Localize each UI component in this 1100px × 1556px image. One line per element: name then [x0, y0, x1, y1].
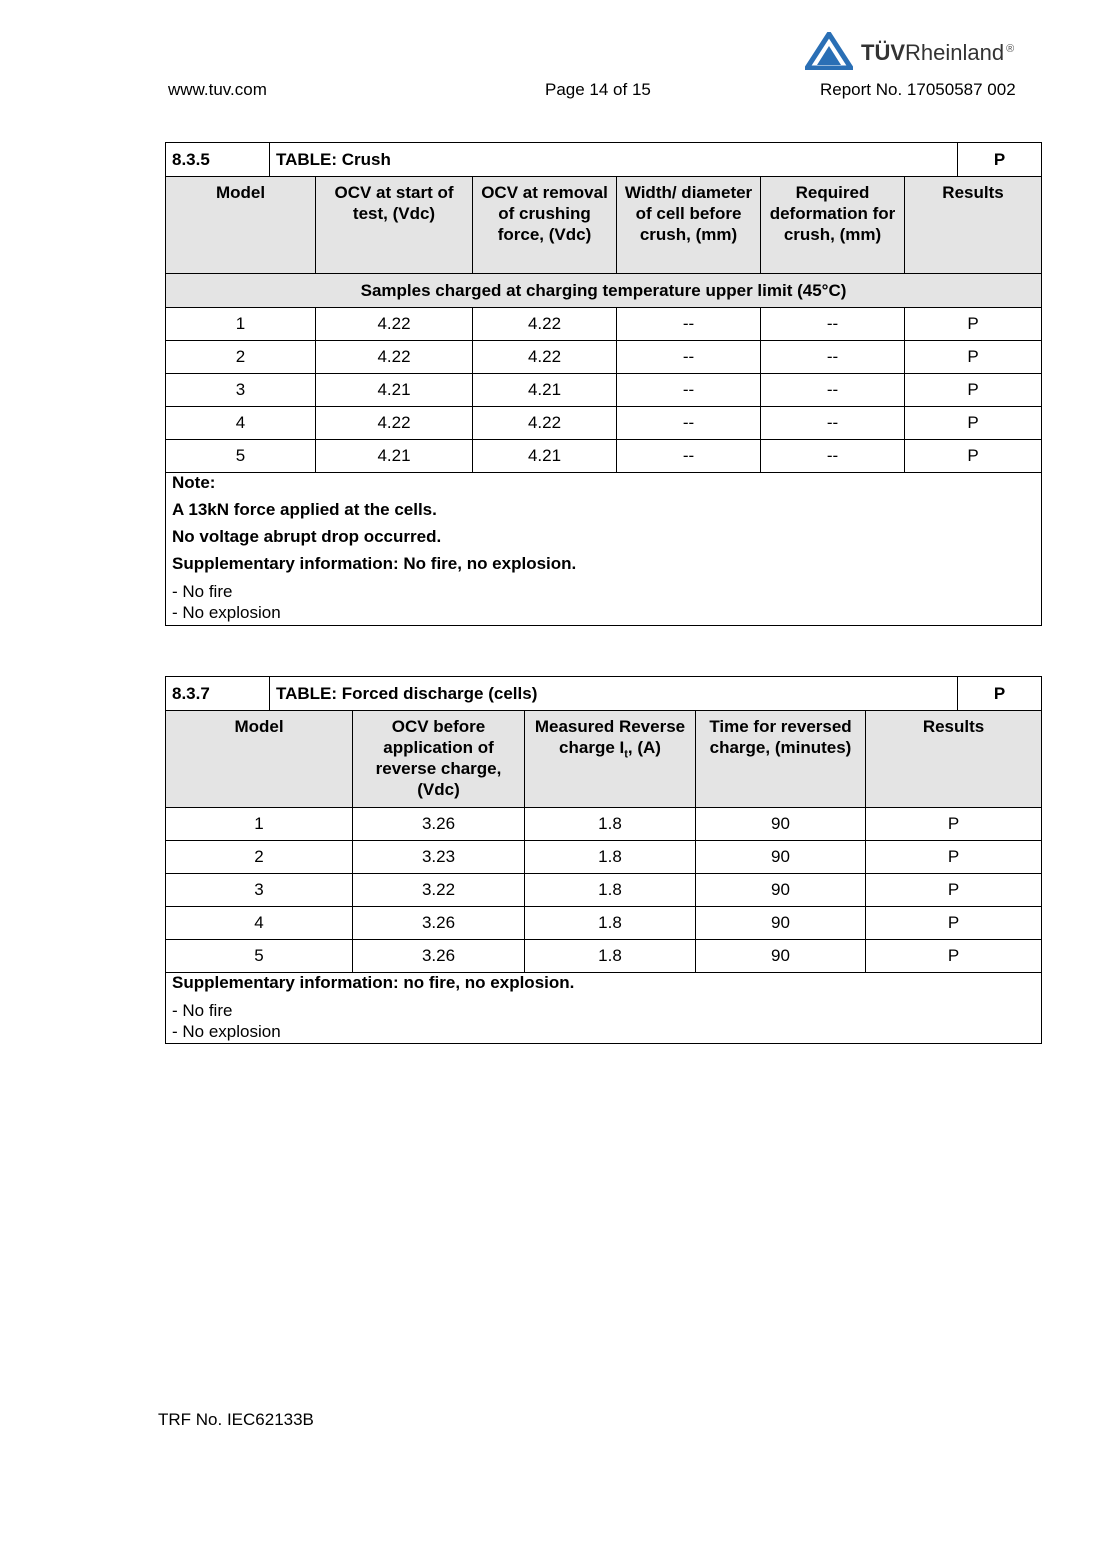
table-cell: --: [617, 308, 761, 341]
table-cell: 4.22: [316, 407, 473, 440]
table-row: [166, 907, 1042, 940]
supplementary-info: Supplementary information: no fire, no explosion.: [172, 973, 575, 992]
table-row: [166, 440, 1042, 473]
table-cell: --: [617, 440, 761, 473]
crush-title: TABLE: Crush: [270, 143, 958, 177]
column-header-text: Measured Reverse charge I: [534, 717, 686, 757]
note-text: A 13kN force applied at the cells.: [172, 500, 437, 519]
discharge-clause: 8.3.7: [166, 677, 270, 711]
discharge-verdict: P: [958, 677, 1042, 711]
column-header: Width/ diameter of cell before crush, (mm): [617, 177, 761, 274]
notes-cell: [166, 473, 1042, 626]
table-cell: P: [905, 407, 1042, 440]
table-row: [166, 308, 1042, 341]
table-cell: 4.22: [473, 308, 617, 341]
table-cell: 2: [166, 841, 353, 874]
table-cell: 3.22: [353, 874, 525, 907]
table-row: [166, 374, 1042, 407]
footer-trf-number: TRF No. IEC62133B: [158, 1410, 314, 1429]
table-row: [166, 341, 1042, 374]
table-cell: 90: [696, 940, 866, 973]
table-cell: --: [617, 374, 761, 407]
notes-cell: [166, 973, 1042, 1044]
column-header: Time for reversed charge, (minutes): [696, 711, 866, 808]
column-header: Model: [166, 177, 316, 274]
table-cell: 3.26: [353, 907, 525, 940]
crush-title-row: [166, 143, 1042, 177]
table-cell: 3.26: [353, 808, 525, 841]
table-cell: 90: [696, 907, 866, 940]
crush-table: [165, 142, 1042, 626]
column-header: OCV at removal of crushing force, (Vdc): [473, 177, 617, 274]
table-cell: 1.8: [525, 907, 696, 940]
table-cell: 4.22: [473, 341, 617, 374]
discharge-title: TABLE: Forced discharge (cells): [270, 677, 958, 711]
table-cell: P: [905, 308, 1042, 341]
table-cell: 4.21: [316, 440, 473, 473]
table-cell: 4.22: [316, 341, 473, 374]
table-cell: 4.22: [473, 407, 617, 440]
column-header: OCV at start of test, (Vdc): [316, 177, 473, 274]
table-cell: --: [761, 374, 905, 407]
table-cell: 90: [696, 874, 866, 907]
table-cell: P: [905, 341, 1042, 374]
table-cell: P: [866, 940, 1042, 973]
table-cell: P: [866, 907, 1042, 940]
table-cell: 1: [166, 308, 316, 341]
subscript: t: [624, 748, 628, 761]
table-cell: P: [866, 808, 1042, 841]
table-cell: --: [761, 407, 905, 440]
column-header: [525, 711, 696, 808]
note-item: - No explosion: [172, 603, 281, 622]
table-cell: 1.8: [525, 874, 696, 907]
crush-notes-row: [166, 473, 1042, 626]
column-header: Results: [905, 177, 1042, 274]
discharge-notes-row: [166, 973, 1042, 1044]
note-text: No voltage abrupt drop occurred.: [172, 527, 442, 546]
table-cell: P: [905, 440, 1042, 473]
table-cell: 90: [696, 808, 866, 841]
table-cell: 4.21: [473, 440, 617, 473]
forced-discharge-table: [165, 676, 1042, 1044]
table-row: [166, 874, 1042, 907]
table-cell: 4: [166, 907, 353, 940]
table-cell: 90: [696, 841, 866, 874]
table-cell: 5: [166, 940, 353, 973]
table-cell: 4.22: [316, 308, 473, 341]
crush-condition-row: [166, 274, 1042, 308]
header-website: www.tuv.com: [168, 80, 267, 99]
column-header: OCV before application of reverse charge, (Vdc): [353, 711, 525, 808]
table-row: [166, 940, 1042, 973]
note-label: Note:: [172, 473, 216, 492]
crush-header-row: [166, 177, 1042, 274]
table-cell: --: [761, 341, 905, 374]
table-cell: P: [905, 374, 1042, 407]
table-cell: --: [761, 440, 905, 473]
table-cell: 4.21: [316, 374, 473, 407]
table-cell: 3: [166, 874, 353, 907]
crush-verdict: P: [958, 143, 1042, 177]
test-condition: Samples charged at charging temperature upper limit (45°C): [166, 274, 1042, 308]
table-cell: --: [617, 407, 761, 440]
column-header-unit: , (A): [627, 738, 661, 757]
table-cell: 1: [166, 808, 353, 841]
header-page-number: Page 14 of 15: [545, 80, 651, 99]
discharge-header-row: [166, 711, 1042, 808]
table-cell: 3: [166, 374, 316, 407]
supplementary-info: Supplementary information: No fire, no explosion.: [172, 554, 577, 573]
table-cell: 1.8: [525, 940, 696, 973]
crush-clause: 8.3.5: [166, 143, 270, 177]
column-header: Required deformation for crush, (mm): [761, 177, 905, 274]
table-cell: 2: [166, 341, 316, 374]
table-row: [166, 841, 1042, 874]
table-row: [166, 407, 1042, 440]
table-cell: P: [866, 874, 1042, 907]
discharge-title-row: [166, 677, 1042, 711]
note-item: - No explosion: [172, 1022, 281, 1041]
table-cell: P: [866, 841, 1042, 874]
table-row: [166, 808, 1042, 841]
table-cell: 4: [166, 407, 316, 440]
tuv-rheinland-logo: [805, 32, 1040, 72]
header-report-number: Report No. 17050587 002: [820, 80, 1016, 99]
column-header: Results: [866, 711, 1042, 808]
table-cell: 1.8: [525, 841, 696, 874]
table-cell: 5: [166, 440, 316, 473]
table-cell: 3.23: [353, 841, 525, 874]
table-cell: --: [617, 341, 761, 374]
table-cell: 4.21: [473, 374, 617, 407]
table-cell: 1.8: [525, 808, 696, 841]
table-cell: 3.26: [353, 940, 525, 973]
table-cell: --: [761, 308, 905, 341]
logo-wordmark: TÜVRheinland ®: [861, 40, 1015, 65]
note-item: - No fire: [172, 582, 233, 601]
column-header: Model: [166, 711, 353, 808]
note-item: - No fire: [172, 1001, 233, 1020]
tuv-triangle-icon: [805, 32, 853, 70]
